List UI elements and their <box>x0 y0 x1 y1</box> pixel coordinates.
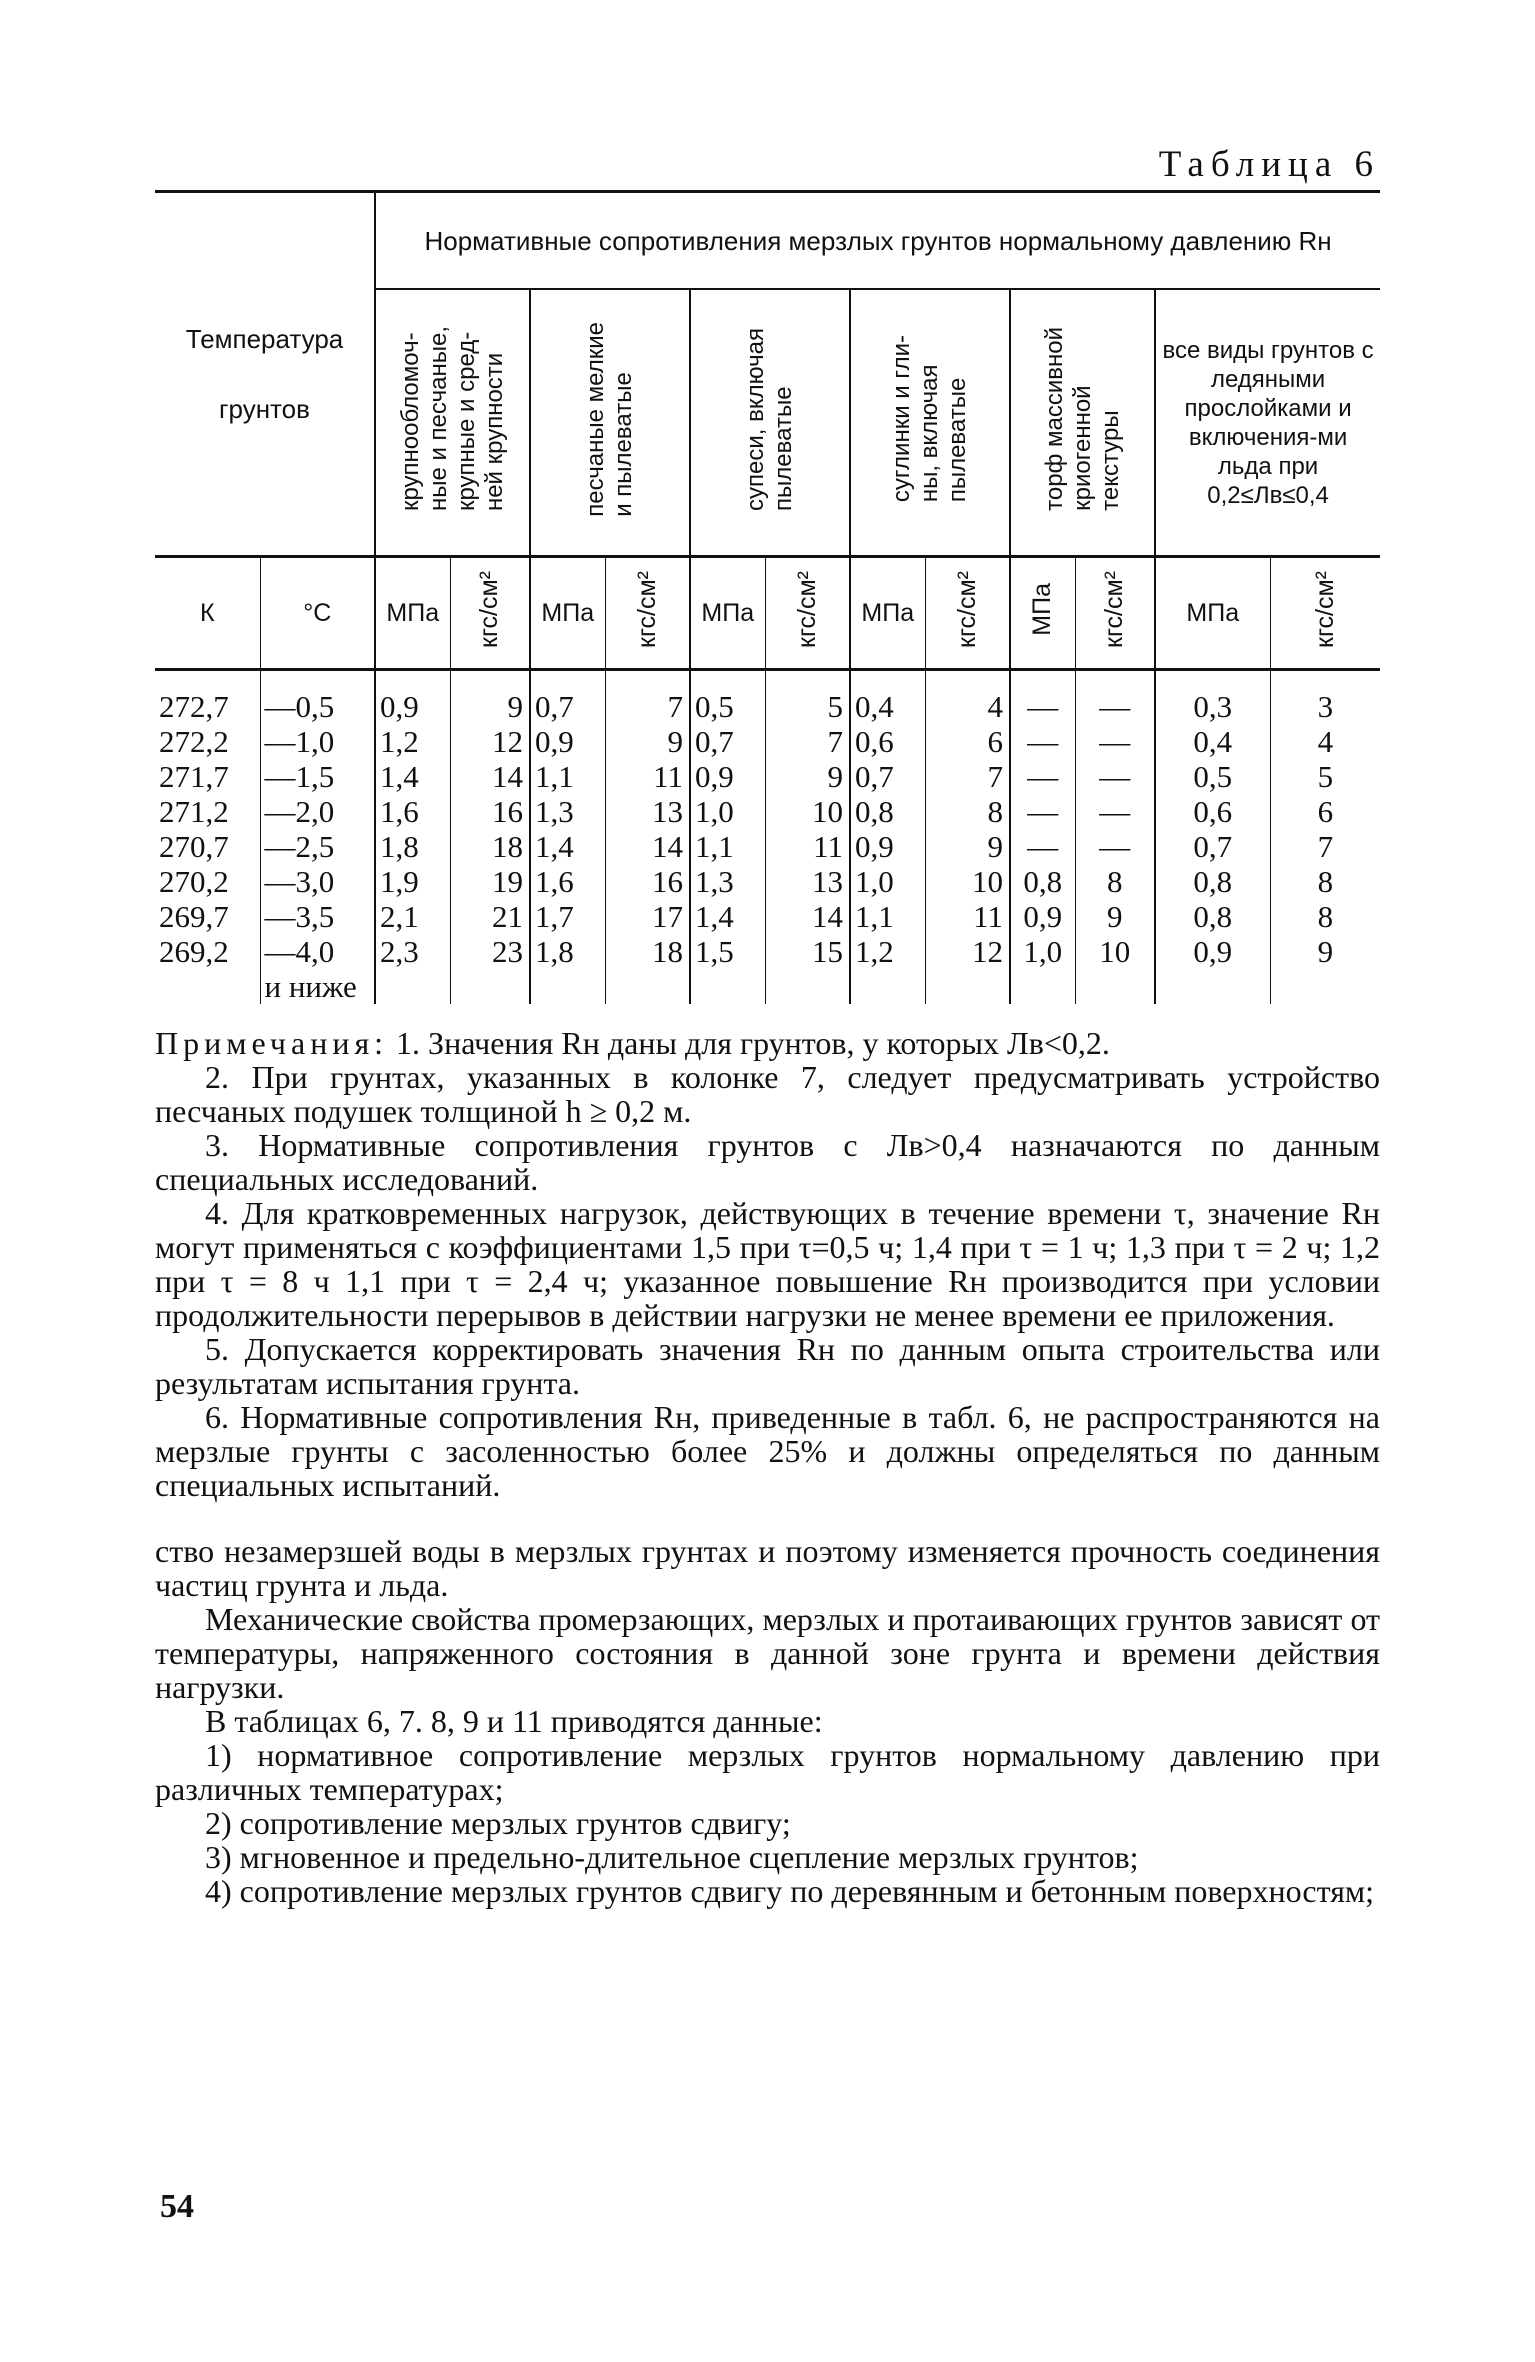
table-cell: 6 <box>987 724 1004 759</box>
table-cell: 16 <box>492 794 524 829</box>
table-cell: —0,5 <box>264 689 335 724</box>
table-cell: 0,4 <box>855 689 894 724</box>
col-kgf-1 <box>450 670 530 1005</box>
table-cell: 8 <box>1317 864 1334 899</box>
col-kelvin <box>155 670 260 1005</box>
table-cell: 5 <box>827 689 844 724</box>
table-cell: 16 <box>652 864 684 899</box>
unit-kgf-5: кгс/см² <box>1075 557 1155 670</box>
table-cell: 18 <box>652 934 684 969</box>
table-cell: 18 <box>492 829 524 864</box>
table-cell: — <box>1027 689 1059 724</box>
col-kgf-2 <box>605 670 690 1005</box>
col-mpa-3 <box>690 670 765 1005</box>
page-number: 54 <box>160 2188 194 2225</box>
col-mpa-2 <box>530 670 605 1005</box>
paragraph-1: ство незамерзшей воды в мерзлых грунтах и поэтому изменяется прочность соединения частиц грунта и льда. <box>155 1533 1380 1603</box>
table-cell: 271,2 <box>159 794 229 829</box>
list-item-4: 4) сопротивление мерзлых грунтов сдвигу по деревянным и бетонным поверхностям; <box>205 1873 1375 1909</box>
table-body <box>155 670 1380 1005</box>
table-cell: 1,8 <box>535 934 574 969</box>
table-cell: —1,0 <box>264 724 335 759</box>
table-cell: 1,1 <box>695 829 734 864</box>
table-cell: 2,1 <box>380 899 419 934</box>
unit-celsius: °С <box>260 557 375 670</box>
table-cell: 1,2 <box>855 934 894 969</box>
table-cell: 1,5 <box>695 934 734 969</box>
col-mpa-1 <box>375 670 450 1005</box>
table-cell: 0,9 <box>855 829 894 864</box>
note-2: 2. При грунтах, указанных в колонке 7, следует предусматривать устройство песчаных подушек толщиной h ≥ 0,2 м. <box>155 1059 1380 1129</box>
unit-kgf-1: кгс/см² <box>450 557 530 670</box>
table-cell: 13 <box>812 864 844 899</box>
table-cell: 1,0 <box>855 864 894 899</box>
table-cell: 0,6 <box>1193 794 1233 829</box>
col-kgf-3 <box>765 670 850 1005</box>
table-cell: 1,8 <box>380 829 419 864</box>
table-cell: 1,1 <box>855 899 894 934</box>
table-cell: 9 <box>827 759 844 794</box>
table-cell: 0,5 <box>1193 759 1233 794</box>
note-3: 3. Нормативные сопротивления грунтов с Лв>0,4 назначаются по данным специальных исследований. <box>155 1127 1380 1197</box>
table-cell: — <box>1099 724 1131 759</box>
table-cell: — <box>1099 689 1131 724</box>
table-cell: 10 <box>1099 934 1131 969</box>
table-cell: 0,6 <box>855 724 894 759</box>
list-item-1: 1) нормативное сопротивление мерзлых грунтов нормальному давлению при различных температурах; <box>155 1737 1380 1807</box>
table-cell: 6 <box>1317 794 1334 829</box>
table-cell: — <box>1027 794 1059 829</box>
unit-kgf-3: кгс/см² <box>765 557 850 670</box>
note-4: 4. Для кратковременных нагрузок, действующих в течение времени τ, значение Rн могут применяться с коэффициентами 1,5 при τ=0,5 ч; 1,4 при τ = 1 ч; 1,3 при τ = 2 ч; 1,2 при τ = 8 ч 1,1 при τ = 2,4 ч; указанное повышение Rн производится при условии продолжительности перерывов в действии нагрузки не менее времени ее приложения. <box>155 1195 1380 1333</box>
table-cell: 1,3 <box>535 794 574 829</box>
table-cell: 13 <box>652 794 684 829</box>
table-cell: 2,3 <box>380 934 419 969</box>
soil-type-4: суглинки и гли- ны, включая пылеватые <box>850 289 1010 557</box>
table-cell: 0,3 <box>1193 689 1233 724</box>
table-cell: 8 <box>1107 864 1123 899</box>
table-cell: 4 <box>987 689 1004 724</box>
table-cell: —3,0 <box>264 864 335 899</box>
table-cell: — <box>1027 759 1059 794</box>
table-cell: 269,7 <box>159 899 229 934</box>
page <box>155 140 1380 1908</box>
notes-heading: Примечания: <box>155 1025 389 1061</box>
soil-type-1: крупнообломоч- ные и песчаные, крупные и сред- ней крупности <box>375 289 530 557</box>
table-cell: 8 <box>987 794 1004 829</box>
table-cell: 0,8 <box>1193 899 1233 934</box>
table-cell: 271,7 <box>159 759 229 794</box>
table-cell: 14 <box>652 829 684 864</box>
table-cell: 1,2 <box>380 724 419 759</box>
table-cell: 23 <box>492 934 524 969</box>
table-cell: 272,2 <box>159 724 229 759</box>
table-cell: — <box>1099 759 1131 794</box>
unit-mpa-5: МПа <box>1010 557 1075 670</box>
table-cell: 9 <box>667 724 684 759</box>
unit-kelvin: К <box>155 557 260 670</box>
table-cell: 9 <box>1107 899 1123 934</box>
table-cell: 0,8 <box>1023 864 1063 899</box>
unit-mpa-2: МПа <box>530 557 605 670</box>
unit-mpa-3: МПа <box>690 557 765 670</box>
note-5: 5. Допускается корректировать значения Rн по данным опыта строительства или результатам испытания грунта. <box>155 1331 1380 1401</box>
table-cell: 17 <box>652 899 684 934</box>
table-cell: 0,4 <box>1193 724 1233 759</box>
col-celsius <box>260 670 375 1005</box>
col-kgf-5 <box>1075 670 1155 1005</box>
list-item-2: 2) сопротивление мерзлых грунтов сдвигу; <box>205 1805 791 1841</box>
table-cell: 7 <box>827 724 844 759</box>
table-cell: 9 <box>507 689 524 724</box>
col-kgf-4 <box>925 670 1010 1005</box>
note-1: 1. Значения Rн даны для грунтов, у которых Лв<0,2. <box>396 1025 1110 1061</box>
table-cell: 12 <box>492 724 524 759</box>
group-header: Нормативные сопротивления мерзлых грунтов нормальному давлению Rн <box>375 192 1380 290</box>
table-cell: 7 <box>987 759 1004 794</box>
table-cell: —2,5 <box>264 829 335 864</box>
table-cell: и ниже <box>264 969 357 1004</box>
table-cell: 272,7 <box>159 689 229 724</box>
table-cell: 270,2 <box>159 864 229 899</box>
table-cell: 1,6 <box>535 864 574 899</box>
table-cell: 1,4 <box>695 899 734 934</box>
table-cell: 0,8 <box>1193 864 1233 899</box>
table-cell: 270,7 <box>159 829 229 864</box>
table-cell: 1,0 <box>695 794 734 829</box>
table-6 <box>155 190 1380 1004</box>
table-cell: 1,6 <box>380 794 419 829</box>
table-cell: — <box>1099 794 1131 829</box>
table-cell: 5 <box>1317 759 1334 794</box>
table-cell: 14 <box>812 899 844 934</box>
table-cell: 3 <box>1317 689 1334 724</box>
table-cell: 1,9 <box>380 864 419 899</box>
table-cell: 12 <box>972 934 1004 969</box>
table-cell: 1,4 <box>535 829 574 864</box>
table-cell: 21 <box>492 899 524 934</box>
table-cell: 1,0 <box>1023 934 1063 969</box>
table-cell: 269,2 <box>159 934 229 969</box>
table-cell: 0,9 <box>695 759 734 794</box>
table-cell: 11 <box>973 899 1004 934</box>
table-cell: — <box>1027 829 1059 864</box>
unit-kgf-6: кгс/см² <box>1270 557 1380 670</box>
notes <box>155 1026 1380 1502</box>
soil-type-3: супеси, включая пылеватые <box>690 289 850 557</box>
table-cell: —1,5 <box>264 759 335 794</box>
table-cell: 1,1 <box>535 759 574 794</box>
table-cell: 0,7 <box>535 689 574 724</box>
table-cell: 7 <box>667 689 684 724</box>
col-mpa-6 <box>1155 670 1270 1005</box>
table-cell: — <box>1027 724 1059 759</box>
table-cell: 0,9 <box>1023 899 1063 934</box>
unit-mpa-6: МПа <box>1155 557 1270 670</box>
table-cell: 1,7 <box>535 899 574 934</box>
unit-kgf-2: кгс/см² <box>605 557 690 670</box>
table-cell: —2,0 <box>264 794 335 829</box>
table-cell: —3,5 <box>264 899 335 934</box>
table-cell: 9 <box>1317 934 1334 969</box>
table-cell: —4,0 <box>264 934 335 969</box>
table-cell: 1,4 <box>380 759 419 794</box>
table-cell: 0,8 <box>855 794 894 829</box>
paragraph-3: В таблицах 6, 7. 8, 9 и 11 приводятся данные: <box>205 1703 823 1739</box>
table-cell: 0,7 <box>695 724 734 759</box>
table-cell: 0,9 <box>380 689 419 724</box>
table-cell: 1,3 <box>695 864 734 899</box>
table-cell: 9 <box>987 829 1004 864</box>
col-mpa-4 <box>850 670 925 1005</box>
col-mpa-5 <box>1010 670 1075 1005</box>
table-cell: 19 <box>492 864 524 899</box>
table-cell: 8 <box>1317 899 1334 934</box>
table-cell: 14 <box>492 759 524 794</box>
unit-mpa-4: МПа <box>850 557 925 670</box>
table-cell: 0,9 <box>1193 934 1233 969</box>
soil-type-6: все виды грунтов с ледяными прослойками и включения-ми льда при 0,2≤Лв≤0,4 <box>1162 336 1374 509</box>
soil-type-2: песчаные мелкие и пылеватые <box>530 289 690 557</box>
table-cell: 0,5 <box>695 689 734 724</box>
table-cell: 4 <box>1317 724 1334 759</box>
col-kgf-6 <box>1270 670 1380 1005</box>
table-cell: 0,7 <box>1193 829 1233 864</box>
body-text <box>155 1534 1380 1908</box>
table-caption: Таблица 6 <box>1158 144 1380 185</box>
table-cell: 7 <box>1317 829 1334 864</box>
table-cell: 10 <box>972 864 1004 899</box>
table-cell: 10 <box>812 794 844 829</box>
table-cell: 11 <box>813 829 844 864</box>
table-cell: — <box>1099 829 1131 864</box>
soil-type-5: торф массивной криогенной текстуры <box>1010 289 1155 557</box>
unit-kgf-4: кгс/см² <box>925 557 1010 670</box>
temperature-header: Температура грунтов <box>155 192 375 557</box>
list-item-3: 3) мгновенное и предельно-длительное сцепление мерзлых грунтов; <box>205 1839 1139 1875</box>
table-cell: 11 <box>653 759 684 794</box>
note-6: 6. Нормативные сопротивления Rн, приведенные в табл. 6, не распространяются на мерзлые грунты с засоленностью более 25% и должны определяться по данным специальных испытаний. <box>155 1399 1380 1503</box>
table-cell: 15 <box>812 934 844 969</box>
table-cell: 0,7 <box>855 759 894 794</box>
table-cell: 0,9 <box>535 724 574 759</box>
paragraph-2: Механические свойства промерзающих, мерзлых и протаивающих грунтов зависят от температуры, напряженного состояния в данной зоне грунта и времени действия нагрузки. <box>155 1601 1380 1705</box>
unit-mpa-1: МПа <box>375 557 450 670</box>
